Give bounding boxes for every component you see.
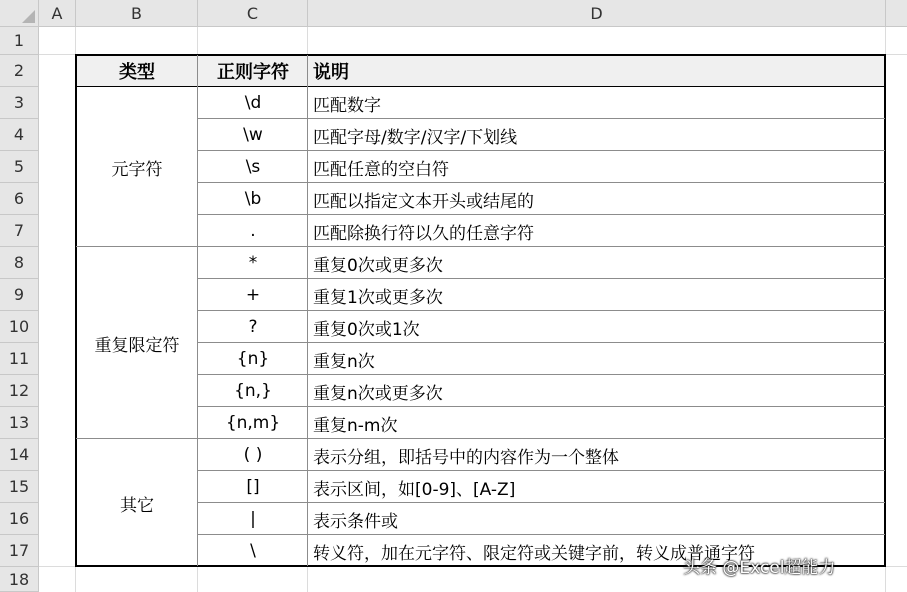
select-all-corner[interactable] bbox=[0, 0, 39, 27]
table-border bbox=[198, 182, 885, 183]
gridline bbox=[307, 567, 308, 592]
table-border bbox=[198, 278, 885, 279]
row-header-8[interactable]: 8 bbox=[0, 247, 39, 279]
row-header-1[interactable]: 1 bbox=[0, 27, 39, 55]
desc-cell[interactable]: 表示分组，即括号中的内容作为一个整体 bbox=[308, 439, 886, 471]
desc-cell[interactable]: 重复n次或更多次 bbox=[308, 375, 886, 407]
regex-cell[interactable]: \b bbox=[198, 183, 308, 215]
regex-cell[interactable]: \s bbox=[198, 151, 308, 183]
regex-cell[interactable]: {n} bbox=[198, 343, 308, 375]
table-border bbox=[198, 374, 885, 375]
table-border bbox=[198, 502, 885, 503]
regex-cell[interactable]: \w bbox=[198, 119, 308, 151]
row-header-7[interactable]: 7 bbox=[0, 215, 39, 247]
table-border bbox=[76, 246, 885, 247]
row-header-16[interactable]: 16 bbox=[0, 503, 39, 535]
column-header-c[interactable]: C bbox=[198, 0, 308, 27]
desc-cell[interactable]: 表示区间，如[0-9]、[A-Z] bbox=[308, 471, 886, 503]
row-header-11[interactable]: 11 bbox=[0, 343, 39, 375]
row-header-14[interactable]: 14 bbox=[0, 439, 39, 471]
row-header-5[interactable]: 5 bbox=[0, 151, 39, 183]
gridline bbox=[307, 27, 308, 55]
regex-cell[interactable]: {n,m} bbox=[198, 407, 308, 439]
table-border bbox=[198, 406, 885, 407]
table-border bbox=[75, 54, 77, 567]
regex-cell[interactable]: | bbox=[198, 503, 308, 535]
row-header-3[interactable]: 3 bbox=[0, 87, 39, 119]
regex-cell[interactable]: + bbox=[198, 279, 308, 311]
desc-cell[interactable]: 匹配任意的空白符 bbox=[308, 151, 886, 183]
gridline bbox=[197, 567, 198, 592]
regex-cell[interactable]: {n,} bbox=[198, 375, 308, 407]
group-cell[interactable]: 重复限定符 bbox=[76, 247, 198, 439]
row-header-12[interactable]: 12 bbox=[0, 375, 39, 407]
desc-cell[interactable]: 重复n-m次 bbox=[308, 407, 886, 439]
desc-cell[interactable]: 匹配数字 bbox=[308, 87, 886, 119]
desc-cell[interactable]: 匹配字母/数字/汉字/下划线 bbox=[308, 119, 886, 151]
regex-cell[interactable]: ( ) bbox=[198, 439, 308, 471]
desc-cell[interactable]: 匹配除换行符以久的任意字符 bbox=[308, 215, 886, 247]
row-header-18[interactable]: 18 bbox=[0, 567, 39, 592]
header-type[interactable]: 类型 bbox=[76, 55, 198, 87]
table-border bbox=[76, 438, 885, 439]
desc-cell[interactable]: 重复0次或1次 bbox=[308, 311, 886, 343]
table-border bbox=[198, 470, 885, 471]
table-border bbox=[198, 214, 885, 215]
regex-cell[interactable]: ? bbox=[198, 311, 308, 343]
column-header-e[interactable] bbox=[886, 0, 907, 27]
table-border bbox=[198, 342, 885, 343]
column-header-b[interactable]: B bbox=[76, 0, 198, 27]
column-header-d[interactable]: D bbox=[308, 0, 886, 27]
select-all-icon bbox=[22, 10, 35, 23]
table-border bbox=[198, 118, 885, 119]
group-cell[interactable]: 其它 bbox=[76, 439, 198, 567]
row-header-13[interactable]: 13 bbox=[0, 407, 39, 439]
row-header-15[interactable]: 15 bbox=[0, 471, 39, 503]
table-border bbox=[198, 534, 885, 535]
table-border bbox=[198, 150, 885, 151]
regex-cell[interactable]: * bbox=[198, 247, 308, 279]
header-regex[interactable]: 正则字符 bbox=[198, 55, 308, 87]
table-border bbox=[198, 310, 885, 311]
header-desc[interactable]: 说明 bbox=[308, 55, 886, 87]
desc-cell[interactable]: 表示条件或 bbox=[308, 503, 886, 535]
row-header-6[interactable]: 6 bbox=[0, 183, 39, 215]
column-header-a[interactable]: A bbox=[39, 0, 76, 27]
regex-cell[interactable]: \d bbox=[198, 87, 308, 119]
desc-cell[interactable]: 匹配以指定文本开头或结尾的 bbox=[308, 183, 886, 215]
regex-cell[interactable]: . bbox=[198, 215, 308, 247]
row-header-9[interactable]: 9 bbox=[0, 279, 39, 311]
gridline bbox=[197, 27, 198, 55]
watermark: 头条 @Excel超能力 bbox=[683, 558, 836, 578]
group-cell[interactable]: 元字符 bbox=[76, 87, 198, 247]
row-header-17[interactable]: 17 bbox=[0, 535, 39, 567]
desc-cell[interactable]: 重复0次或更多次 bbox=[308, 247, 886, 279]
row-header-10[interactable]: 10 bbox=[0, 311, 39, 343]
desc-cell[interactable]: 转义符，加在元字符、限定符或关键字前，转义成普通字符 bbox=[308, 535, 886, 567]
desc-cell[interactable]: 重复n次 bbox=[308, 343, 886, 375]
row-header-2[interactable]: 2 bbox=[0, 55, 39, 87]
desc-cell[interactable]: 重复1次或更多次 bbox=[308, 279, 886, 311]
row-header-4[interactable]: 4 bbox=[0, 119, 39, 151]
gridline bbox=[885, 567, 886, 592]
regex-cell[interactable]: \ bbox=[198, 535, 308, 567]
gridline bbox=[885, 27, 886, 55]
regex-cell[interactable]: [] bbox=[198, 471, 308, 503]
